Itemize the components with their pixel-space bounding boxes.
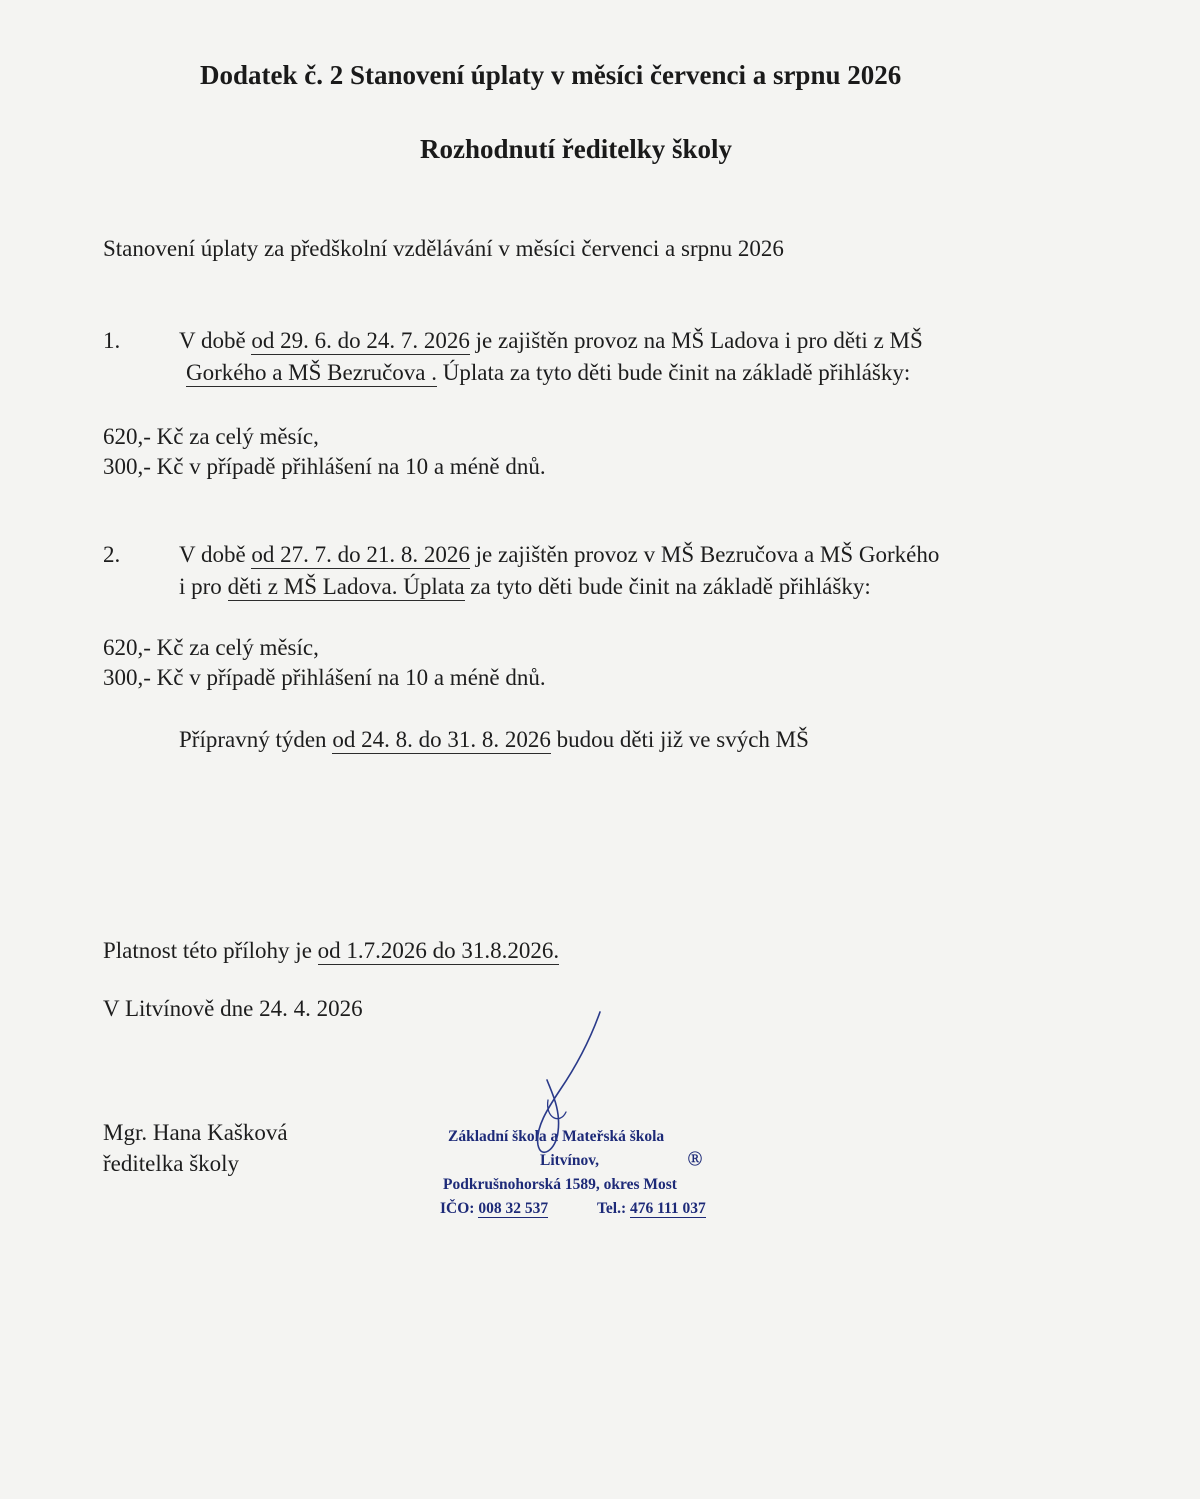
underlined-date-range: od 24. 8. do 31. 8. 2026	[332, 727, 551, 752]
item-text: je zajištěn provoz na MŠ Ladova i pro děti z MŠ	[469, 328, 923, 353]
stamp-ico-value: 008 32 537	[478, 1200, 549, 1217]
validity-text: Platnost této přílohy je	[103, 938, 318, 963]
stamp-address: Podkrušnohorská 1589, okres Most	[443, 1176, 677, 1193]
stamp-school-name: Základní škola a Mateřská škola	[448, 1128, 665, 1145]
item-text: V době	[179, 542, 252, 567]
stamp-town: Litvínov,	[540, 1152, 600, 1169]
underlined-text: děti z MŠ Ladova. Úplata	[227, 574, 465, 599]
registered-mark-icon: Ⓡ	[688, 1153, 702, 1168]
fee-partial-month: 300,- Kč v případě přihlášení na 10 a méně dnů.	[103, 665, 546, 690]
fee-full-month: 620,- Kč za celý měsíc,	[103, 635, 319, 660]
place-and-date: V Litvínově dne 24. 4. 2026	[103, 996, 363, 1021]
signatory-role: ředitelka školy	[103, 1151, 240, 1176]
item-text: i pro	[179, 574, 228, 599]
fee-full-month: 620,- Kč za celý měsíc,	[103, 424, 319, 449]
item-text: je zajištěn provoz v MŠ Bezručova a MŠ Gorkého	[469, 542, 940, 567]
fee-partial-month: 300,- Kč v případě přihlášení na 10 a méně dnů.	[103, 454, 546, 479]
item-number: 2.	[103, 542, 121, 567]
underlined-date-range: od 29. 6. do 24. 7. 2026	[251, 328, 470, 353]
document-title: Dodatek č. 2 Stanovení úplaty v měsíci červenci a srpnu 2026	[200, 60, 902, 90]
item-text: za tyto děti bude činit na základě přihlášky:	[464, 574, 871, 599]
underlined-text: Gorkého a MŠ Bezručova .	[186, 360, 438, 385]
stamp-ico-label: IČO:	[440, 1200, 475, 1217]
underlined-date-range: od 1.7.2026 do 31.8.2026.	[317, 938, 560, 963]
item-number: 1.	[103, 328, 121, 353]
signatory-name: Mgr. Hana Kašková	[103, 1120, 288, 1145]
intro-text: Stanovení úplaty za předškolní vzdělávání v měsíci červenci a srpnu 2026	[103, 236, 784, 261]
preparatory-text: budou děti již ve svých MŠ	[550, 727, 809, 752]
preparatory-text: Přípravný týden	[179, 727, 333, 752]
stamp-phone-value: 476 111 037	[630, 1200, 706, 1217]
document-subtitle: Rozhodnutí ředitelky školy	[420, 134, 733, 164]
item-text: Úplata za tyto děti bude činit na základě přihlášky:	[437, 360, 911, 385]
stamp-phone-label: Tel.:	[597, 1200, 627, 1217]
item-text: V době	[179, 328, 252, 353]
underlined-date-range: od 27. 7. do 21. 8. 2026	[251, 542, 470, 567]
